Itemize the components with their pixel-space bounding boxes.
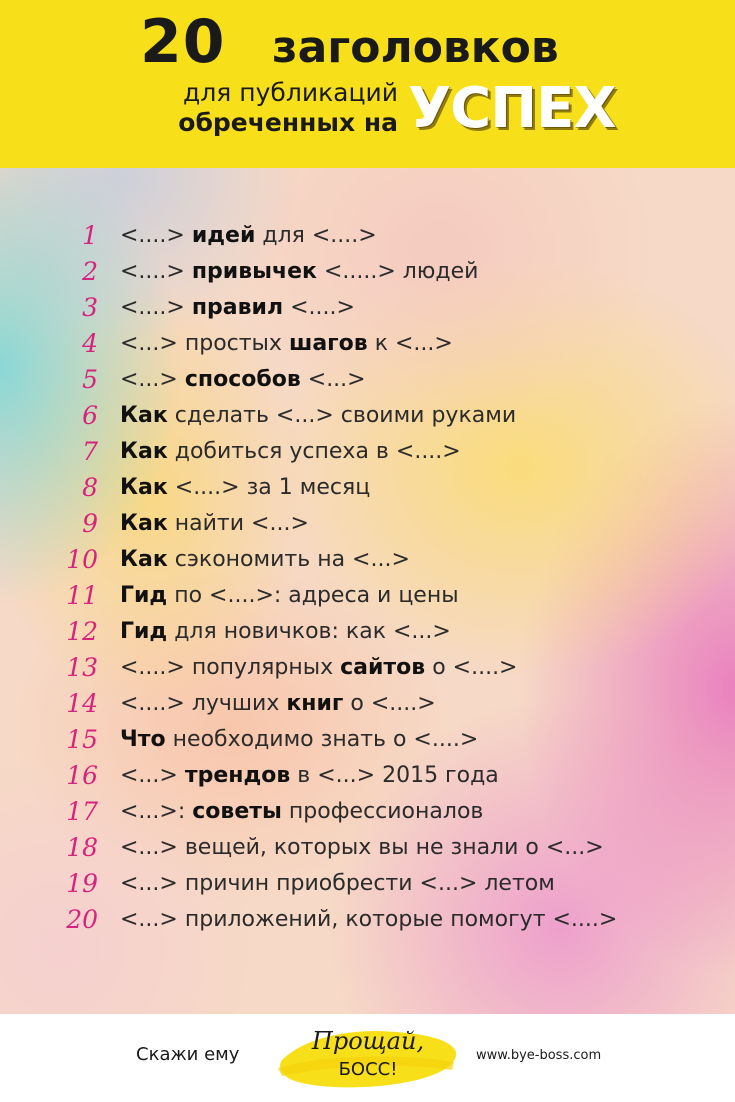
item-text-part: для новичков: как <...> [167,619,451,644]
item-keyword: Как [120,547,168,572]
list-item [0,470,735,506]
item-keyword: сайтов [340,655,426,680]
item-keyword: способов [184,367,301,392]
item-text [120,724,478,756]
item-number: 3 [82,293,98,322]
item-number: 1 [82,221,98,250]
list-item [0,398,735,434]
item-text-part: к <...> [367,331,453,356]
item-text-part: <....> [120,295,192,320]
item-text-part: <....> [120,259,192,284]
item-text-part: <....> за 1 месяц [167,475,371,500]
list-item [0,614,735,650]
item-keyword: Как [120,475,168,500]
item-text [120,796,483,828]
item-text [120,760,499,792]
item-text [120,688,436,720]
item-keyword: советы [192,799,282,824]
item-text [120,400,516,432]
item-text-part: <....> популярных [120,655,341,680]
item-text [120,256,478,288]
item-text-part: <.....> людей [316,259,479,284]
list-item [0,326,735,362]
item-text [120,328,453,360]
item-number: 5 [82,365,98,394]
item-text-part: <....> [120,223,192,248]
item-text-part: сделать <...> своими руками [167,403,517,428]
item-keyword: Что [120,727,166,752]
item-number: 20 [66,905,98,934]
item-text-part: <...> приложений, которые помогут <....> [120,907,618,932]
item-text-part: <...> вещей, которых вы не знали о <...> [120,835,604,860]
list-item [0,578,735,614]
item-text [120,868,555,900]
item-keyword: книг [286,691,344,716]
item-number: 9 [82,509,98,538]
list-item [0,218,735,254]
list-item [0,506,735,542]
item-number: 15 [66,725,98,754]
item-text-part: о <....> [425,655,518,680]
item-keyword: правил [191,295,284,320]
item-text [120,472,370,504]
item-number: 18 [66,833,98,862]
watercolor-panel [0,168,735,1014]
list-item [0,902,735,938]
item-keyword: трендов [184,763,291,788]
headline-highlight: УСПЕХ [408,76,616,141]
item-number: 11 [66,581,98,610]
item-text [120,544,410,576]
list-item [0,722,735,758]
item-text-part: по <....>: адреса и цены [167,583,459,608]
item-text-part: найти <...> [167,511,309,536]
item-keyword: идей [191,223,256,248]
item-text [120,616,451,648]
list-item [0,830,735,866]
list-item [0,866,735,902]
item-text [120,580,459,612]
list-item [0,290,735,326]
list-item [0,758,735,794]
item-keyword: Гид [120,619,168,644]
headline-subtitle-line1: для публикаций [183,78,398,107]
item-keyword: шагов [288,331,368,356]
item-text-part: <...>: [120,799,193,824]
headline-title: заголовков [272,22,559,73]
footer [0,1014,735,1102]
item-text [120,436,461,468]
item-text-part: <...> простых [120,331,289,356]
item-keyword: Как [120,439,168,464]
item-text-part: для <....> [255,223,377,248]
headline-subtitle-line2: обреченных на [178,108,398,137]
item-number: 17 [66,797,98,826]
list-item [0,794,735,830]
item-text-part: необходимо знать о <....> [165,727,479,752]
header-banner [0,0,735,168]
item-text [120,220,377,252]
item-number: 6 [82,401,98,430]
item-keyword: Как [120,511,168,536]
item-number: 14 [66,689,98,718]
item-text-part: <....> лучших [120,691,287,716]
website-link[interactable]: www.bye-boss.com [476,1048,602,1063]
item-text-part: <...> [300,367,366,392]
headline-list [0,218,735,938]
item-text [120,508,309,540]
list-item [0,542,735,578]
footer-tagline: Скажи ему [136,1044,240,1065]
item-keyword: привычек [191,259,317,284]
item-number: 12 [66,617,98,646]
item-number: 16 [66,761,98,790]
item-number: 10 [66,545,98,574]
logo-text-line1: Прощай, [311,1027,425,1055]
item-number: 19 [66,869,98,898]
item-text-part: добиться успеха в <....> [167,439,461,464]
item-keyword: Гид [120,583,168,608]
item-number: 7 [82,437,98,466]
item-text-part: <...> причин приобрести <...> летом [120,871,555,896]
list-item [0,254,735,290]
item-text [120,652,518,684]
headline-number: 20 [140,7,226,77]
item-text-part: сэкономить на <...> [167,547,410,572]
item-text-part: <...> [120,367,185,392]
list-item [0,434,735,470]
item-text [120,364,366,396]
item-number: 13 [66,653,98,682]
item-text-part: профессионалов [281,799,484,824]
item-text-part: о <....> [343,691,436,716]
item-number: 4 [82,329,98,358]
list-item [0,650,735,686]
item-text-part: <....> [283,295,355,320]
item-text-part: <...> [120,763,185,788]
item-keyword: Как [120,403,168,428]
list-item [0,686,735,722]
brand-logo[interactable] [276,1022,460,1094]
item-text [120,832,604,864]
item-number: 8 [82,473,98,502]
item-text [120,292,355,324]
item-number: 2 [82,257,98,286]
list-item [0,362,735,398]
item-text-part: в <...> 2015 года [290,763,499,788]
item-text [120,904,617,936]
logo-text-line2: БОСС! [338,1059,398,1080]
